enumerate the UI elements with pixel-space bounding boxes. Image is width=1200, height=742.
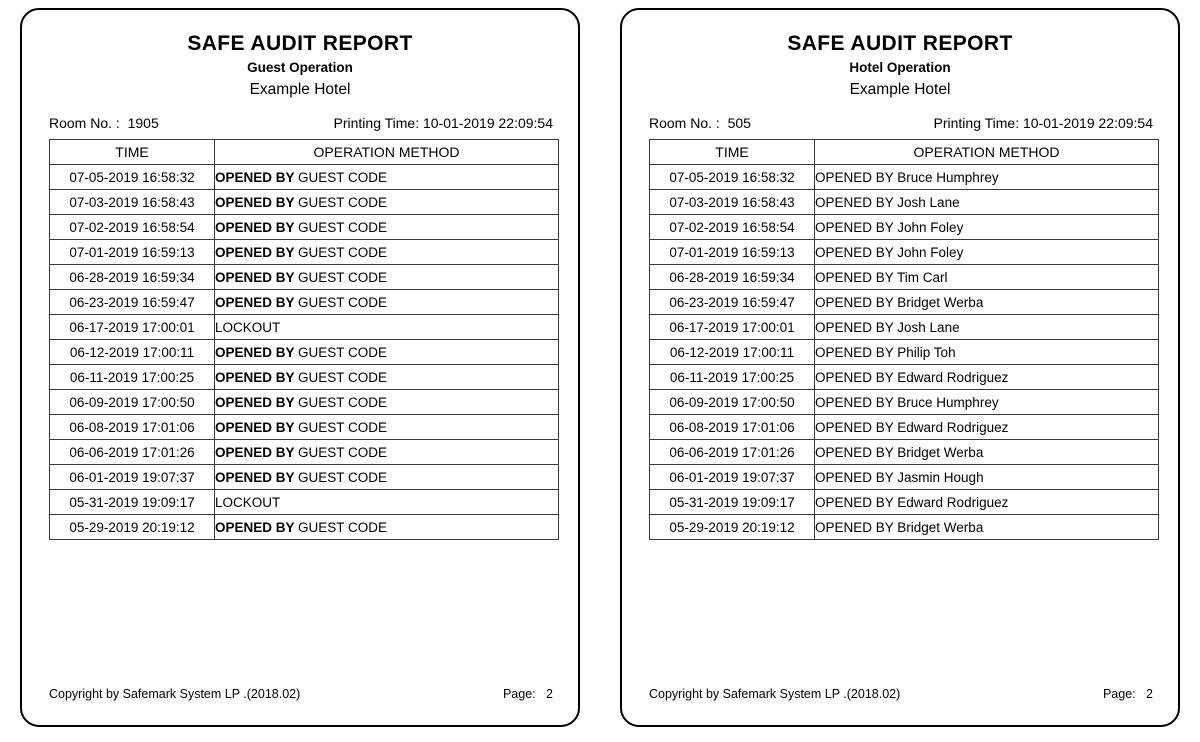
table-row: [50, 340, 559, 365]
method-value: GUEST CODE: [298, 244, 388, 260]
cell-time: 07-02-2019 16:58:54: [50, 215, 215, 240]
cell-time: 06-01-2019 19:07:37: [650, 465, 815, 490]
cell-time: 06-23-2019 16:59:47: [650, 290, 815, 315]
method-value: Bridget Werba: [897, 444, 984, 460]
cell-time: 06-01-2019 19:07:37: [50, 465, 215, 490]
cell-time: 06-08-2019 17:01:06: [50, 415, 215, 440]
method-prefix: OPENED BY: [815, 369, 898, 385]
cell-operation-method: [215, 240, 559, 265]
table-row: [650, 365, 1159, 390]
table-row: [50, 440, 559, 465]
method-value: GUEST CODE: [298, 394, 388, 410]
cell-time: 06-09-2019 17:00:50: [650, 390, 815, 415]
report-meta-row: [22, 115, 578, 131]
cell-time: 06-11-2019 17:00:25: [50, 365, 215, 390]
room-number-label: Room No. : 1905: [49, 115, 159, 131]
method-prefix: OPENED BY: [815, 469, 898, 485]
cell-operation-method: [215, 290, 559, 315]
table-row: [650, 390, 1159, 415]
method-prefix: OPENED BY: [215, 244, 299, 260]
report-title: SAFE AUDIT REPORT: [187, 32, 413, 55]
report-title: SAFE AUDIT REPORT: [787, 32, 1013, 55]
table-row: [50, 390, 559, 415]
cell-operation-method: [815, 490, 1159, 515]
audit-table-container: [22, 139, 578, 540]
report-subtitle: Guest Operation: [247, 60, 353, 75]
method-prefix: OPENED BY: [215, 369, 299, 385]
table-header-row: [50, 140, 559, 165]
cell-operation-method: [215, 265, 559, 290]
method-prefix: OPENED BY: [815, 444, 898, 460]
cell-time: 07-03-2019 16:58:43: [50, 190, 215, 215]
method-value: Bridget Werba: [897, 294, 984, 310]
table-row: [650, 165, 1159, 190]
cell-time: 05-29-2019 20:19:12: [650, 515, 815, 540]
cell-operation-method: [815, 240, 1159, 265]
table-row: [650, 215, 1159, 240]
cell-time: 07-01-2019 16:59:13: [650, 240, 815, 265]
cell-operation-method: [815, 265, 1159, 290]
table-row: [650, 415, 1159, 440]
cell-operation-method: [215, 215, 559, 240]
table-row: [50, 190, 559, 215]
cell-operation-method: [215, 465, 559, 490]
column-header-method: OPERATION METHOD: [215, 140, 559, 165]
cell-time: 06-17-2019 17:00:01: [50, 315, 215, 340]
method-prefix: OPENED BY: [215, 269, 299, 285]
cell-time: 06-23-2019 16:59:47: [50, 290, 215, 315]
table-row: [650, 440, 1159, 465]
cell-time: 06-06-2019 17:01:26: [50, 440, 215, 465]
method-value: GUEST CODE: [298, 294, 388, 310]
report-meta-row: [622, 115, 1178, 131]
method-prefix: OPENED BY: [215, 419, 299, 435]
method-value: GUEST CODE: [298, 469, 388, 485]
report-organization: Example Hotel: [249, 81, 351, 98]
method-prefix: OPENED BY: [815, 244, 898, 260]
method-prefix: OPENED BY: [815, 169, 898, 185]
cell-operation-method: [215, 365, 559, 390]
method-prefix: OPENED BY: [815, 219, 898, 235]
table-row: [650, 490, 1159, 515]
method-prefix: OPENED BY: [815, 294, 898, 310]
method-value: GUEST CODE: [298, 344, 388, 360]
cell-operation-method: [215, 415, 559, 440]
table-row: [650, 190, 1159, 215]
table-row: [50, 165, 559, 190]
cell-time: 06-11-2019 17:00:25: [650, 365, 815, 390]
cell-operation-method: [215, 190, 559, 215]
method-value: GUEST CODE: [298, 219, 388, 235]
method-prefix: OPENED BY: [815, 519, 898, 535]
method-prefix: OPENED BY: [815, 394, 898, 410]
report-subtitle: Hotel Operation: [849, 60, 951, 75]
printing-time-label: Printing Time: 10-01-2019 22:09:54: [933, 115, 1153, 131]
table-row: [50, 490, 559, 515]
method-value: Edward Rodriguez: [897, 419, 1009, 435]
cell-time: 06-09-2019 17:00:50: [50, 390, 215, 415]
cell-operation-method: [215, 165, 559, 190]
cell-operation-method: [815, 340, 1159, 365]
cell-operation-method: [815, 290, 1159, 315]
cell-operation-method: [815, 365, 1159, 390]
cell-operation-method: [815, 315, 1159, 340]
method-value: Tim Carl: [897, 269, 948, 285]
table-row: [650, 265, 1159, 290]
method-value: Josh Lane: [897, 194, 960, 210]
method-value: GUEST CODE: [298, 169, 388, 185]
report-header: [622, 10, 1178, 100]
method-value: Edward Rodriguez: [897, 369, 1009, 385]
cell-operation-method: [815, 215, 1159, 240]
table-row: [50, 290, 559, 315]
cell-operation-method: [815, 415, 1159, 440]
cell-operation-method: [215, 515, 559, 540]
table-row: [50, 415, 559, 440]
audit-table: [649, 139, 1159, 540]
column-header-time: TIME: [50, 140, 215, 165]
method-value: GUEST CODE: [298, 419, 388, 435]
cell-time: 07-05-2019 16:58:32: [50, 165, 215, 190]
method-prefix: OPENED BY: [215, 394, 299, 410]
method-prefix: OPENED BY: [815, 344, 898, 360]
cell-time: 07-03-2019 16:58:43: [650, 190, 815, 215]
printing-time-label: Printing Time: 10-01-2019 22:09:54: [333, 115, 553, 131]
method-prefix: OPENED BY: [215, 194, 299, 210]
cell-operation-method: [815, 390, 1159, 415]
cell-operation-method: [215, 440, 559, 465]
table-row: [650, 340, 1159, 365]
method-prefix: OPENED BY: [815, 194, 898, 210]
cell-time: 05-31-2019 19:09:17: [50, 490, 215, 515]
method-prefix: OPENED BY: [215, 169, 299, 185]
method-value: Josh Lane: [897, 319, 960, 335]
cell-time: 07-01-2019 16:59:13: [50, 240, 215, 265]
column-header-time: TIME: [650, 140, 815, 165]
method-value: GUEST CODE: [298, 194, 388, 210]
method-value: Edward Rodriguez: [897, 494, 1009, 510]
method-value: Philip Toh: [897, 344, 956, 360]
table-header-row: [650, 140, 1159, 165]
method-prefix: OPENED BY: [215, 519, 299, 535]
footer-copyright: Copyright by Safemark System LP .(2018.02): [49, 687, 301, 701]
cell-operation-method: [815, 515, 1159, 540]
column-header-method: OPERATION METHOD: [815, 140, 1159, 165]
room-number-label: Room No. : 505: [649, 115, 751, 131]
cell-time: 06-28-2019 16:59:34: [50, 265, 215, 290]
report-card-hotel-operation: [620, 8, 1180, 727]
table-row: [50, 365, 559, 390]
report-header: [22, 10, 578, 100]
cell-operation-method: [215, 490, 559, 515]
method-value: Bruce Humphrey: [897, 394, 999, 410]
cell-operation-method: [815, 440, 1159, 465]
report-organization: Example Hotel: [849, 81, 951, 98]
cell-time: 06-17-2019 17:00:01: [650, 315, 815, 340]
method-value: LOCKOUT: [215, 494, 281, 510]
cell-time: 06-06-2019 17:01:26: [650, 440, 815, 465]
table-row: [650, 315, 1159, 340]
report-footer: [622, 687, 1178, 701]
cell-time: 05-31-2019 19:09:17: [650, 490, 815, 515]
cell-operation-method: [815, 465, 1159, 490]
cell-operation-method: [215, 390, 559, 415]
footer-copyright: Copyright by Safemark System LP .(2018.02): [649, 687, 901, 701]
cell-time: 06-28-2019 16:59:34: [650, 265, 815, 290]
table-row: [650, 515, 1159, 540]
cell-time: 06-12-2019 17:00:11: [650, 340, 815, 365]
table-row: [50, 240, 559, 265]
method-prefix: OPENED BY: [215, 219, 299, 235]
cell-operation-method: [215, 340, 559, 365]
cell-operation-method: [215, 315, 559, 340]
cell-time: 06-12-2019 17:00:11: [50, 340, 215, 365]
cell-operation-method: [815, 165, 1159, 190]
method-value: GUEST CODE: [298, 444, 388, 460]
table-row: [650, 290, 1159, 315]
footer-page-number: Page: 2: [1102, 687, 1153, 701]
method-value: John Foley: [897, 244, 964, 260]
method-value: GUEST CODE: [298, 269, 388, 285]
table-row: [650, 240, 1159, 265]
table-row: [50, 515, 559, 540]
method-prefix: OPENED BY: [215, 344, 299, 360]
cell-time: 07-05-2019 16:58:32: [650, 165, 815, 190]
report-footer: [22, 687, 578, 701]
report-card-guest-operation: [20, 8, 580, 727]
method-prefix: OPENED BY: [815, 319, 898, 335]
method-value: LOCKOUT: [215, 319, 281, 335]
method-prefix: OPENED BY: [815, 494, 898, 510]
method-prefix: OPENED BY: [215, 469, 299, 485]
method-prefix: OPENED BY: [215, 444, 299, 460]
method-value: John Foley: [897, 219, 964, 235]
method-prefix: OPENED BY: [215, 294, 299, 310]
method-value: Bruce Humphrey: [897, 169, 999, 185]
method-value: GUEST CODE: [298, 519, 388, 535]
table-row: [50, 315, 559, 340]
method-prefix: OPENED BY: [815, 419, 898, 435]
cell-operation-method: [815, 190, 1159, 215]
table-row: [50, 215, 559, 240]
audit-table-body: [50, 165, 559, 540]
method-value: Bridget Werba: [897, 519, 984, 535]
cell-time: 06-08-2019 17:01:06: [650, 415, 815, 440]
audit-table: [49, 139, 559, 540]
method-value: Jasmin Hough: [897, 469, 984, 485]
cell-time: 07-02-2019 16:58:54: [650, 215, 815, 240]
footer-page-number: Page: 2: [502, 687, 553, 701]
table-row: [50, 265, 559, 290]
cell-time: 05-29-2019 20:19:12: [50, 515, 215, 540]
audit-table-body: [650, 165, 1159, 540]
table-row: [50, 465, 559, 490]
method-value: GUEST CODE: [298, 369, 388, 385]
method-prefix: OPENED BY: [815, 269, 898, 285]
table-row: [650, 465, 1159, 490]
audit-table-container: [622, 139, 1178, 540]
